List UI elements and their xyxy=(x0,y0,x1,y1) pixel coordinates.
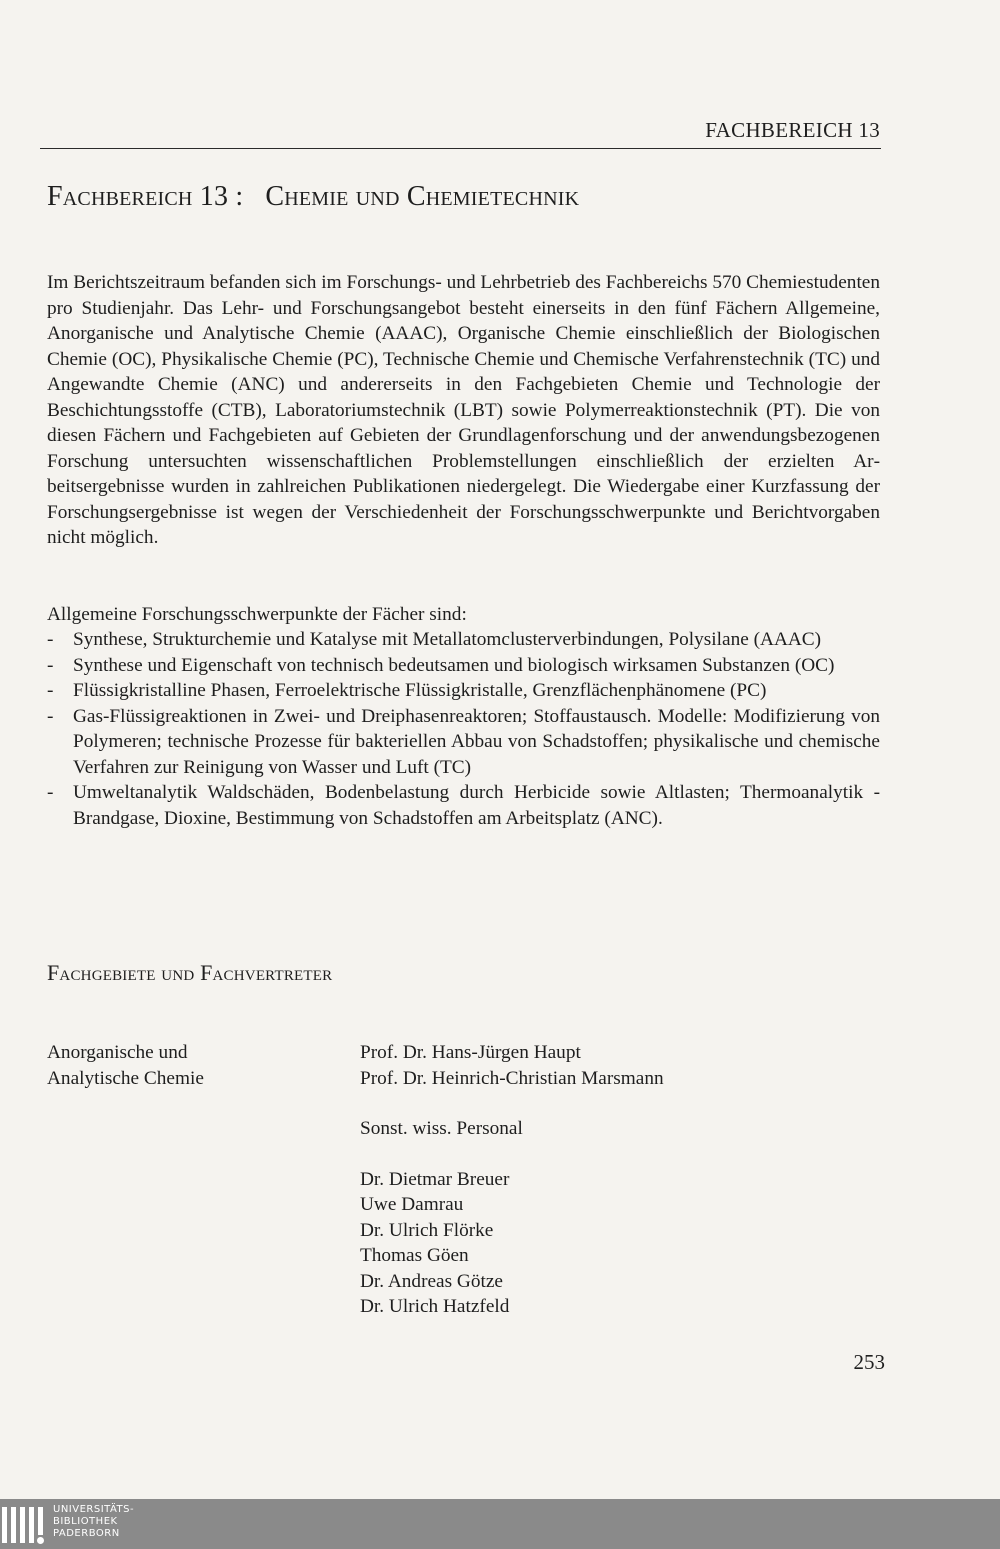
page-title xyxy=(47,181,579,213)
staff-name: Thomas Göen xyxy=(360,1245,469,1266)
list-item xyxy=(47,678,880,704)
list-item-text: Umweltanalytik Waldschäden, Bodenbelastung durch Herbicide sowie Altlasten; Thermoanalytik - Brandgase, Dioxine, Bestimmung von Schadstoffen am Arbeitsplatz (ANC). xyxy=(73,782,880,829)
staff-name: Uwe Damrau xyxy=(360,1194,464,1215)
list-item-text: Flüssigkristalline Phasen, Ferroelektrische Flüssigkristalle, Grenzflächenphänomene (PC) xyxy=(73,680,767,701)
list-item xyxy=(47,653,880,679)
list-bullet: - xyxy=(47,680,54,701)
library-name-line: PADERBORN xyxy=(53,1528,120,1539)
list-item-text: Gas-Flüssigreaktionen in Zwei- und Dreiphasenreaktoren; Stoffaustausch. Modelle: Modifizierung von Polymeren; technische Prozesse für bakteriellen Abbau von Schadstoffen; physikalische und chemische Verfahren zur Reinigung von Wasser und Luft (TC) xyxy=(73,705,880,778)
library-name xyxy=(53,1504,134,1540)
list-bullet: - xyxy=(47,654,54,676)
intro-paragraph: Im Berichtszeitraum befanden sich im Forschungs- und Lehrbetrieb des Fachbereichs 570 Chemiestudenten pro Studienjahr. Das Lehr- und Forschungsangebot besteht einerseits in den fünf Fächern Allgemeine, Anorganische und Analytische Chemie (AAAC), Organische Chemie einschließlich der Biologischen Chemie (OC), Physikalische Chemie (PC), Technische Chemie und Chemische Verfahrenstechnik (TC) und Angewandte Chemie (ANC) und andererseits in den Fachgebieten Chemie und Technologie der Beschichtungsstoffe (CTB), Laboratoriumstechnik (LBT) sowie Polymerreaktionstechnik (PT). Die von diesen Fächern und Fachgebieten auf Gebieten der Grundlagenforschung und der anwendungsbezogenen Forschung untersuchten wissenschaftlichen Problemstellungen einschließlich der erzielten Arbeitsergebnisse wurden in zahlreichen Publikationen niedergelegt. Die Wiedergabe einer Kurzfassung der Forschungsergebnisse ist wegen der Verschiedenheit der Forschungsschwerpunkte und Berichtvorgaben nicht möglich. xyxy=(47,272,880,548)
list-bullet: - xyxy=(47,782,54,803)
subject-line: Anorganische und xyxy=(47,1042,188,1063)
library-footer xyxy=(0,1499,1000,1549)
section-heading: Fachgebiete und Fachvertreter xyxy=(47,960,333,985)
page-title-main: Chemie und Chemietechnik xyxy=(265,181,580,212)
list-item-text: Synthese, Strukturchemie und Katalyse mit Metallatomclusterverbindungen, Polysilane (AAAC) xyxy=(73,629,822,650)
other-staff-label: Sonst. wiss. Personal xyxy=(360,1118,523,1139)
list-item xyxy=(47,704,880,781)
list-bullet: - xyxy=(47,629,54,650)
staff-name: Dr. Ulrich Hatzfeld xyxy=(360,1296,510,1317)
subject-line: Analytische Chemie xyxy=(47,1067,204,1089)
research-focus-intro: Allgemeine Forschungsschwerpunkte der Fächer sind: xyxy=(47,604,467,625)
logo-dot-icon xyxy=(37,1537,44,1544)
professor-name: Prof. Dr. Hans-Jürgen Haupt xyxy=(360,1042,581,1063)
library-name-line: BIBLIOTHEK xyxy=(53,1516,118,1527)
professor-name: Prof. Dr. Heinrich-Christian Marsmann xyxy=(360,1067,664,1089)
header-rule xyxy=(40,148,881,149)
page-number: 253 xyxy=(853,1350,885,1374)
research-focus-list xyxy=(47,627,880,831)
list-item-text: Synthese und Eigenschaft von technisch bedeutsamen und biologisch wirksamen Substanzen (OC) xyxy=(73,654,835,676)
list-bullet: - xyxy=(47,705,54,727)
staff-name: Dr. Dietmar Breuer xyxy=(360,1168,510,1190)
staff-list xyxy=(360,1040,880,1320)
staff-name: Dr. Andreas Götze xyxy=(360,1270,503,1292)
running-head: FACHBEREICH 13 xyxy=(705,118,880,142)
list-item xyxy=(47,627,880,653)
staff-name: Dr. Ulrich Flörke xyxy=(360,1219,494,1241)
page-title-prefix: Fachbereich 13 : xyxy=(47,181,244,212)
library-name-line: UNIVERSITÄTS- xyxy=(53,1504,135,1515)
list-item xyxy=(47,780,880,831)
subject-name xyxy=(47,1040,307,1091)
